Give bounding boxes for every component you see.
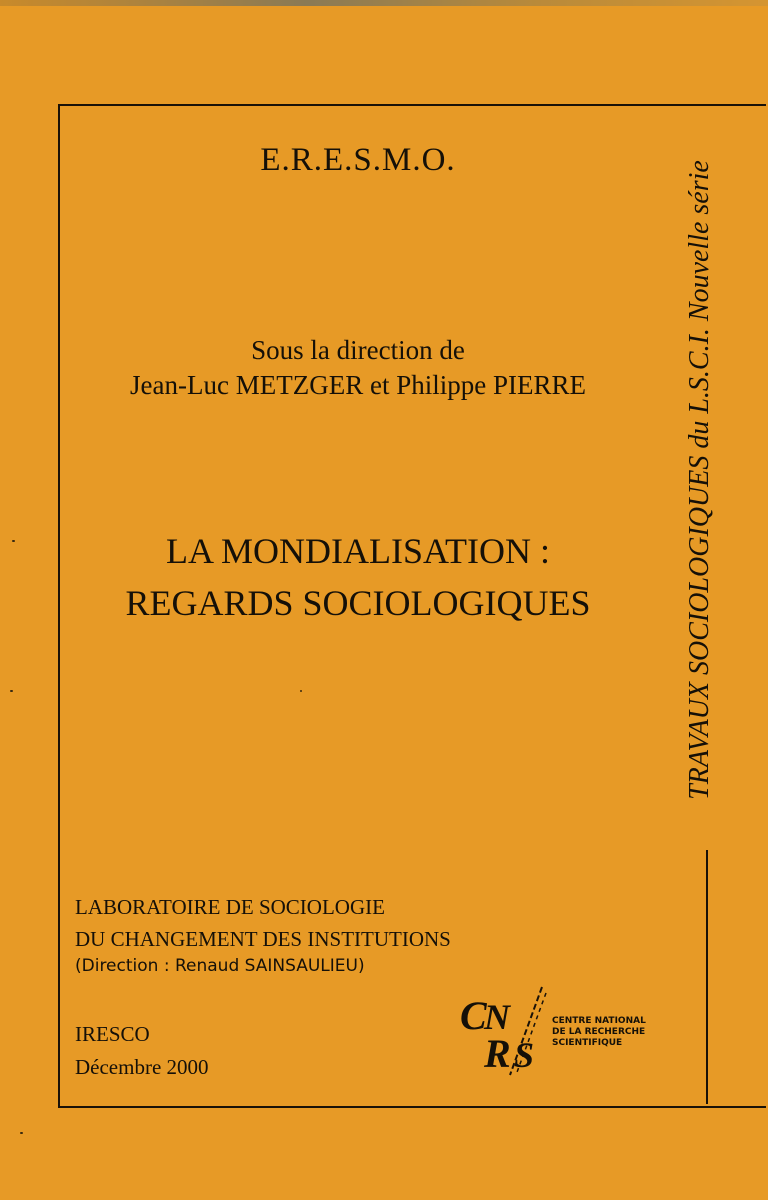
organization-name: E.R.E.S.M.O.: [260, 142, 456, 178]
cnrs-line3: SCIENTIFIQUE: [552, 1038, 623, 1048]
cnrs-line2: DE LA RECHERCHE: [552, 1027, 646, 1037]
series-title: TRAVAUX SOCIOLOGIQUES du L.S.C.I. Nouvelle série: [684, 160, 715, 800]
paper-speck: [12, 540, 15, 542]
book-title-line2: REGARDS SOCIOLOGIQUES: [125, 583, 591, 623]
svg-text:C: C: [460, 993, 487, 1038]
svg-text:N: N: [484, 997, 510, 1037]
paper-speck: [10, 690, 13, 692]
laboratory-line1: LABORATOIRE DE SOCIOLOGIE: [75, 895, 385, 919]
svg-text:S: S: [514, 1035, 535, 1075]
paper-speck: [20, 1132, 23, 1134]
editors: Jean-Luc METZGER et Philippe PIERRE: [130, 370, 586, 400]
cnrs-line1: CENTRE NATIONAL: [552, 1016, 646, 1026]
svg-text:R: R: [484, 1031, 511, 1076]
series-divider-line: [706, 850, 708, 1104]
top-edge-strip: [0, 0, 768, 6]
cnrs-full-name: [552, 1016, 662, 1049]
direction-line: Sous la direction de: [251, 335, 465, 365]
series-title-container: [672, 110, 728, 850]
laboratory-direction: (Direction : Renaud SAINSAULIEU): [75, 956, 365, 976]
paper-speck: [300, 690, 302, 692]
laboratory-line2: DU CHANGEMENT DES INSTITUTIONS: [75, 927, 451, 951]
cnrs-logo: [456, 985, 548, 1077]
book-title-line1: LA MONDIALISATION :: [166, 531, 550, 571]
publication-date: Décembre 2000: [75, 1055, 209, 1079]
publisher: IRESCO: [75, 1022, 150, 1046]
